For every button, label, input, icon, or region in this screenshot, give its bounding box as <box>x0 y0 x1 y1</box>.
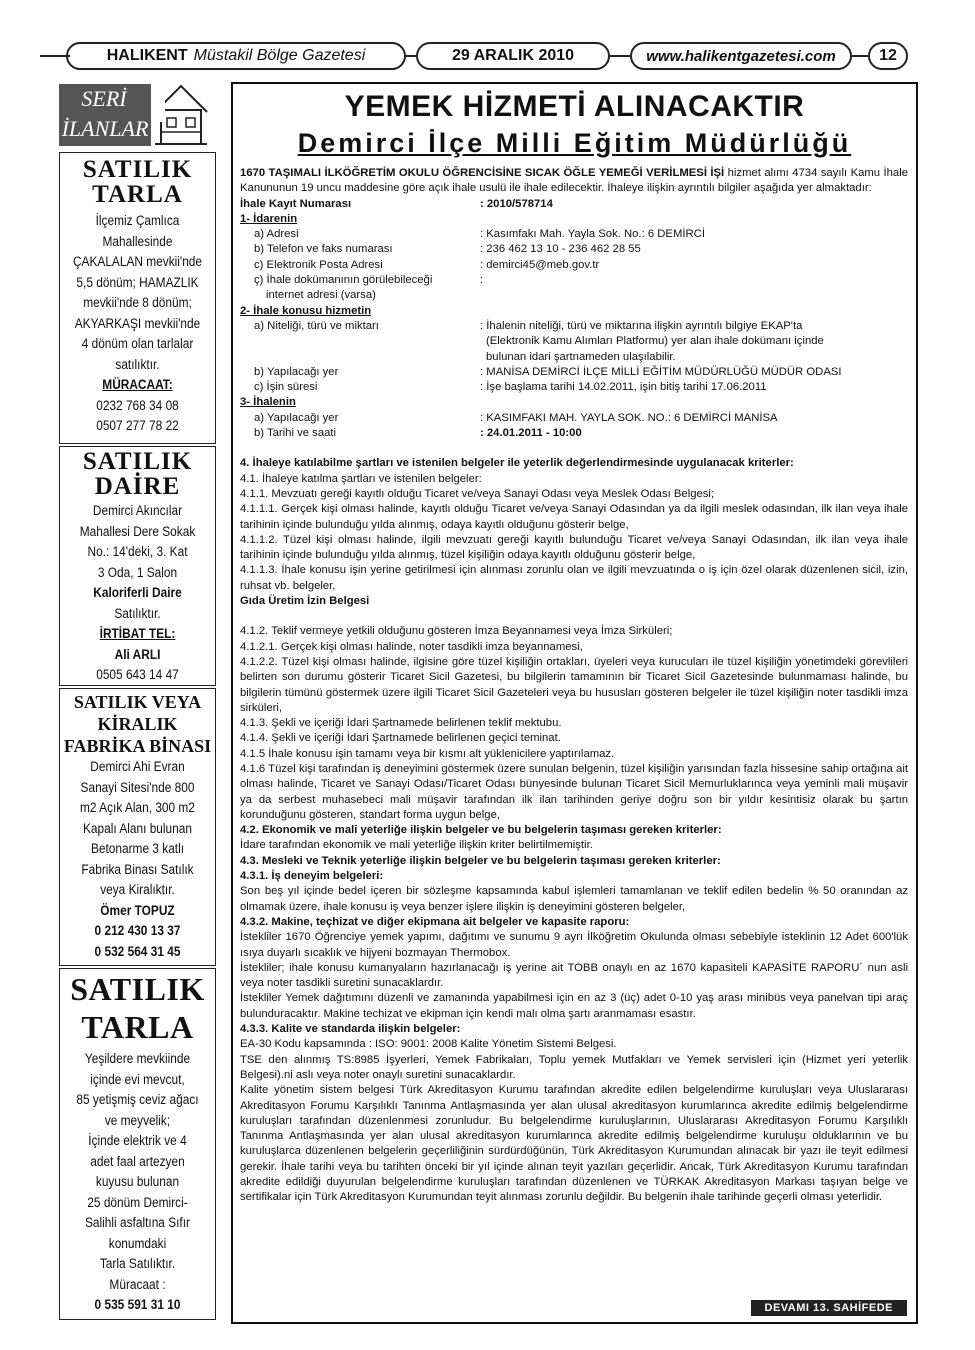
clause: 4.1.1.2. Tüzel kişi olması halinde, ilgili mevzuatı gereği kayıtlı bulunduğu Ticaret ve/veya Sanayi Odasından, ilk ilan veya ihale tarihinin içinde bulunduğu yılda alınmış, tüzel kişiliğin odaya kayıtlı olduğunu gösterir belge, <box>240 533 908 562</box>
phone-number: 0 212 430 13 37 <box>94 923 181 938</box>
section-heading: 4.3. Mesleki ve Teknik yeterliğe ilişkin belgeler ve bu belgelerin taşıması gereken kriterler: <box>240 854 721 867</box>
info-row: c) İşin süresi : İşe başlama tarihi 14.02.2011, işin bitiş tarihi 17.06.2011 <box>254 381 767 394</box>
info-row: b) Telefon ve faks numarası : 236 462 13 10 - 236 462 28 55 <box>254 243 641 256</box>
ad-satilik-daire <box>59 446 216 686</box>
contact-label: MÜRACAAT: <box>102 377 173 392</box>
classifieds-sidebar <box>59 80 216 1320</box>
section-4-heading: 4. İhaleye katılabilme şartları ve istenilen belgeler ile yeterlik değerlendirmesinde uygulanacak kriterler: <box>240 457 794 470</box>
house-icon <box>151 82 211 146</box>
section-heading: 2- İhale konusu hizmetin <box>240 304 372 317</box>
clause: 4.1.1.3. İhale konusu işin yerine getirilmesi için alınması zorunlu olan ve ilgili mevzuatında o iş için özel olarak düzenlenen sicil, izin, ruhsat vb. belgeler, <box>240 564 908 592</box>
clause: EA-30 Kodu kapsamında : ISO: 9001: 2008 Kalite Yönetim Sistemi Belgesi. <box>240 1038 617 1051</box>
announcement-subtitle: Demirci İlçe Milli Eğitim Müdürlüğü <box>297 128 852 158</box>
clause: 4.1.6 Tüzel kişi tarafından iş deneyimini göstermek üzere sunulan belgenin, tüzel kişiliğin yarısından fazla hissesine sahip ortağına ait olması halinde, Ticaret ve Sanayi Odası/Ticaret Odası bünyesinde bulunan Ticaret Sicil Memurluklarınca veya yeminli mali müşavir ya da serbest muhasebeci mali müşavir tarafından ilk ilan tarihinden geriye doğru son bir yıldır kesintisiz olarak bu şartın korunduğunu gösteren, standart forma uygun belge, <box>240 762 908 821</box>
classifieds-title-line1: SERİ <box>81 86 127 111</box>
continued-label: DEVAMI 13. SAHİFEDE <box>751 1300 908 1316</box>
ad-headline: SATILIK <box>82 156 193 183</box>
clause: İstekliler Yemek dağıtımını düzenli ve zamanında yapabilmesi için en az 3 (üç) adet 0-10 yaş arası minibüs veya panelvan tipi araç bulunduracaktır. Makine techizat ve ekipman için kendi malı olma şartı aranmaması esastır. <box>240 992 908 1020</box>
ad-body: Demirci Ahi Evran Sanayi Sitesi'nde 800 m2 Açık Alan, 300 m2 Kapalı Alanı bulunan Betonarme 3 katlı Fabrika Binası Satılık veya Kiralıktır. Ömer TOPUZ 0 212 430 13 37 0 532 564 31 45 <box>69 757 205 962</box>
ad-headline: TARLA <box>92 181 183 208</box>
ad-headline: FABRİKA BİNASI <box>63 736 212 756</box>
clause: Son beş yıl içinde bedel içeren bir sözleşme kapsamında kabul işlemleri tamamlanan ve teklif edilen bedelin % 50 oranından az olmamak üzere, ihale konusu iş veya benzer işlere ilişkin iş deneyimini gösteren belgeler, <box>240 885 908 913</box>
issue-date: 29 ARALIK 2010 <box>416 42 610 70</box>
ad-body: Demirci Akıncılar Mahallesi Dere Sokak No.: 14'deki, 3. Kat 3 Oda, 1 Salon Kaloriferli Daire Satılıktır. İRTİBAT TEL: Ali ARLI 0505 643 14 47 <box>69 501 205 686</box>
ad-body: Yeşildere mevkiinde içinde evi mevcut, 85 yetişmiş ceviz ağacı ve meyvelik; İçinde elektrik ve 4 adet faal artezyen kuyusu bulunan 25 dönüm Demirci- Salihli asfaltına Sıfır konumdaki Tarla Satılıktır. Müracaat : 0 535 591 31 10 <box>69 1049 205 1316</box>
clause: 4.1.4. Şekli ve içeriği İdari Şartnamede belirlenen geçici teminat. <box>240 732 561 745</box>
section-heading: 4.3.3. Kalite ve standarda ilişkin belgeler: <box>240 1023 461 1036</box>
masthead <box>66 42 406 70</box>
phone-number: 0505 643 14 47 <box>96 667 179 682</box>
ad-body: İlçemiz Çamlıca Mahallesinde ÇAKALALAN mevkii'nde 5,5 dönüm; HAMAZLIK mevkii'nde 8 dönüm; AKYARKAŞI mevkii'nde 4 dönüm olan tarlalar satılıktır. MÜRACAAT: 0232 768 34 08 0507 277 78 22 <box>69 211 205 437</box>
info-row: b) Yapılacağı yer : MANİSA DEMİRCİ İLÇE MİLLİ EĞİTİM MÜDÜRLÜĞÜ MÜDÜR ODASI <box>254 365 842 378</box>
ad-headline: SATILIK <box>82 448 193 475</box>
paper-name: HALIKENT <box>106 47 188 64</box>
classifieds-title-line2: İLANLAR <box>61 116 149 141</box>
clause: 4.1.2.2. Tüzel kişi olması halinde, ilgisine göre tüzel kişiliğin ortakları, üyeleri veya kurucuları ile tüzel kişiliğin yönetimdeki görevlileri belirten son durumu gösterir Ticaret Sicil Gazetesi, bu bilgilerin tamamının bir Ticaret Sicil Gazetesinde bulunmaması halinde, bu bilgilerin tümünü göstermek üzere ilgili Ticaret Sicil Gazeteleri veya bu hususları gösteren belgeler ile tüzel kişiliğin noter tasdikli imza sirküleri, <box>240 655 908 714</box>
section-heading: 4.3.2. Makine, teçhizat ve diğer ekipmana ait belgeler ve kapasite raporu: <box>240 915 630 928</box>
paper-subtitle: Müstakil Bölge Gazetesi <box>193 47 366 64</box>
info-row: a) Niteliği, türü ve miktarı : İhalenin niteliği, türü ve miktarına ilişkin ayrıntılı bilgiye EKAP'ta (Elektronik Kamu Alımları Platformu) yer alan ihale dokümanı içinde bulunan idari şartnameden ulaşılabilir. <box>254 319 824 363</box>
ad-headline: KİRALIK <box>97 714 178 734</box>
announcement-body <box>240 166 908 1206</box>
clause: 4.1.3. Şekli ve içeriği İdari Şartnamede belirlenen teklif mektubu. <box>240 717 562 730</box>
clause: İstekliler 1670 Öğrenciye yemek yapımı, dağıtımı ve sunumu 9 ayrı İlköğretim Okulunda olması sebebiyle isteklinin 12 Adet 600'lük ısıya duyarlı sıcaklık ve hijyeni bozmayan Thermobox. <box>240 931 908 959</box>
phone-number: 0507 277 78 22 <box>96 418 179 433</box>
contact-label: İRTİBAT TEL: <box>99 626 176 641</box>
email-address[interactable]: : demirci45@meb.gov.tr <box>480 258 600 271</box>
clause: 4.1.5 İhale konusu işin tamamı veya bir kısmı alt yüklenicilere yaptırılamaz. <box>240 747 615 760</box>
contact-name: Ali ARLI <box>114 646 161 662</box>
ad-headline: DAİRE <box>94 473 181 500</box>
section-heading: 4.3.1. İş deneyim belgeleri: <box>240 870 384 883</box>
clause: 4.1.2.1. Gerçek kişi olması halinde, noter tasdikli imza beyannamesi, <box>240 640 583 653</box>
clause: 4.1.1. Mevzuatı gereği kayıtlı olduğu Ticaret ve/veya Sanayi Odası veya Meslek Odası Belgesi; <box>240 487 715 500</box>
tender-registration: İhale Kayıt Numarası : 2010/578714 <box>240 197 553 210</box>
phone-number: 0232 768 34 08 <box>96 397 179 413</box>
page-number: 12 <box>868 42 908 70</box>
ad-headline: TARLA <box>81 1009 194 1045</box>
website-link[interactable]: www.halikentgazetesi.com <box>630 42 852 70</box>
clause: İdare tarafından ekonomik ve mali yeterliğe ilişkin kriter belirtilmemiştir. <box>240 839 593 852</box>
section-heading: 3- İhalenin <box>240 396 296 409</box>
info-row: ç) İhale dokümanının görülebileceği : <box>254 274 484 287</box>
clause: İstekliler; ihale konusu kumanyaların hazırlanacağı iş yerine ait TOBB onaylı en az 1670 kapasiteli KAPASİTE RAPORU´ nun asli veya noter tasdikli suretini sunacaklardır. <box>240 961 908 990</box>
ad-satilik-tarla-2 <box>59 968 216 1320</box>
phone-number: 0 535 591 31 10 <box>94 1297 181 1312</box>
announcement-title: YEMEK HİZMETİ ALINACAKTIR <box>344 90 805 123</box>
phone-number: 0 532 564 31 45 <box>94 943 181 959</box>
food-permit-note: Gıda Üretim İzin Belgesi <box>240 595 370 608</box>
info-row-cont: internet adresi (varsa) <box>266 289 376 302</box>
info-row: a) Yapılacağı yer : KASIMFAKI MAH. YAYLA SOK. NO.: 6 DEMİRCİ MANİSA <box>254 411 778 424</box>
intro-paragraph: 1670 TAŞIMALI İLKÖĞRETİM OKULU ÖĞRENCİSİNE SICAK ÖĞLE YEMEĞİ VERİLMESİ İŞİ hizmet alımı 4734 sayılı Kamu İhale Kanununun 19 uncu maddesine göre açık ihale usulü ile ihale edilecektir. İhaleye ilişkin ayrıntılı bilgiler aşağıda yer almaktadır: <box>240 167 909 195</box>
ad-headline: SATILIK VEYA <box>73 692 202 712</box>
clause: 4.1.1.1. Gerçek kişi olması halinde, kayıtlı olduğu Ticaret ve/veya Sanayi Odasından ya da ilgili meslek odasından, ilk ilan veya ihale tarihinin içinde bulunduğu yılda alınmış, odaya kayıtlı olduğunu gösterir belge, <box>240 503 908 531</box>
ad-satilik-tarla-1 <box>59 152 216 444</box>
ad-headline: SATILIK <box>70 971 205 1007</box>
header-rule <box>850 55 868 57</box>
classifieds-header <box>59 80 216 150</box>
header-rule <box>610 55 630 57</box>
info-row: b) Tarihi ve saati : 24.01.2011 - 10:00 <box>254 427 582 440</box>
section-heading: 1- İdarenin <box>240 212 298 225</box>
section-heading: 4.2. Ekonomik ve mali yeterliğe ilişkin belgeler ve bu belgelerin taşıması gereken kriterler: <box>240 824 722 837</box>
clause: 4.1.2. Teklif vermeye yetkili olduğunu gösteren İmza Beyannamesi veya İmza Sirküleri; <box>240 625 673 638</box>
clause: 4.1. İhaleye katılma şartları ve istenilen belgeler: <box>240 472 482 485</box>
clause: TSE den alınmış TS:8985 İşyerleri, Yemek Fabrikaları, Toplu yemek Mutfakları ve Yemek servisleri için (Hizmet yeri yeterlik Belgesi).ni aslı veya noter onaylı suretini sunacaklardır. <box>240 1053 908 1081</box>
contact-name: Ömer TOPUZ <box>100 902 175 918</box>
info-row: c) Elektronik Posta Adresi : demirci45@meb.gov.tr <box>240 258 908 273</box>
ad-fabrika-binasi <box>59 688 216 966</box>
tender-announcement <box>231 82 918 1324</box>
info-row: a) Adresi : Kasımfakı Mah. Yayla Sok. No.: 6 DEMİRCİ <box>254 228 705 241</box>
clause: Kalite yönetim sistem belgesi Türk Akreditasyon Kurumu tarafından akredite edilen belgelendirme kuruluşları veya Uluslararası Akreditasyon Forumu Karşılıklı Tanınma Antlaşmasında yer alan ulusal akreditasyon kurumlarınca akredite edilmiş belgelendirme kuruluşları tarafından düzenlenmesi zorunludur. Bu belgelendirme kuruluşlarının, Uluslararası Akreditasyon Forumu Karşılıklı Tanınma Antlaşmasında yer alan ulusal akreditasyon kurumlarınca akredite edilmiş belgelendirme kuruluşu olduklarının ve bu kuruluşlarca düzenlenen belgelerin geçerliliğinin sürdürdüğünün, Türk Akreditasyon Kurumundan alınacak bir yazı ile teyit edilmesi gerekir. İhale tarihi veya bu tarihten önceki bir yıl içinde alınan teyit yazıları geçerlidir. Ancak, Türk Akreditasyon Kurumu tarafından akredite edildiği duyurulan belgelendirme kuruluşları tarafından düzenlenen ve TÜRKAK Akreditasyon Markası taşıyan belge ve sertifikalar için Türk Akreditasyon Kurumundan teyit alınması zorunlu değildir. Bu belgenin ihale tarihinde geçerli olması yeterlidir. <box>240 1084 908 1204</box>
